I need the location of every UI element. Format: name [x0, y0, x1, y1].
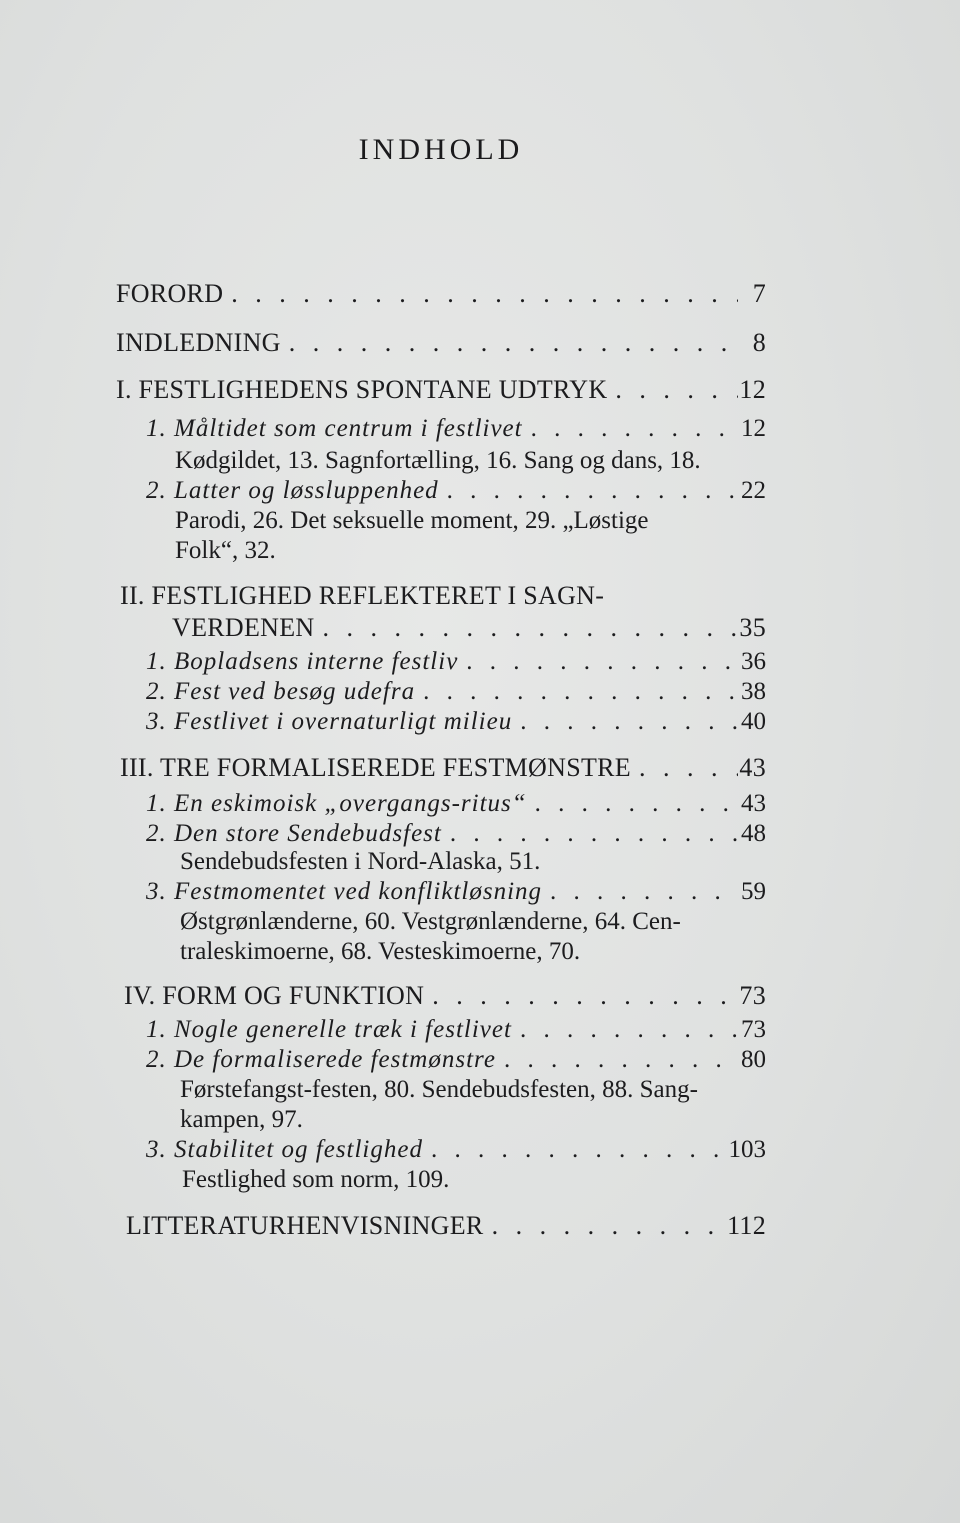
toc-subtopics-3-2: Sendebudsfesten i Nord-Alaska, 51. [180, 848, 541, 875]
toc-label: Fest ved besøg udefra [174, 678, 416, 705]
toc-entry-section-2-line1: II. FESTLIGHED REFLEKTERET I SAGN- [120, 581, 605, 610]
dot-leader [439, 475, 738, 507]
toc-label: III. TRE FORMALISEREDE FESTMØNSTRE [120, 753, 631, 782]
toc-page-number: 43 [741, 790, 766, 817]
dot-leader [512, 1014, 738, 1046]
toc-item-number: 1. [146, 415, 167, 442]
toc-page-number: 80 [741, 1046, 766, 1073]
toc-entry-section-1 [116, 374, 766, 406]
dot-leader [631, 752, 738, 784]
toc-item-number: 2. [146, 820, 167, 847]
toc-entry-1-2 [146, 475, 766, 507]
dot-leader [424, 980, 738, 1012]
toc-label: Latter og løssluppenhed [174, 477, 439, 504]
dot-leader [496, 1044, 738, 1076]
toc-label: I. FESTLIGHEDENS SPONTANE UDTRYK [116, 375, 608, 404]
toc-page-number: 59 [741, 878, 766, 905]
toc-entry-section-3 [120, 752, 766, 784]
toc-page-number: 8 [752, 328, 766, 357]
toc-entry-2-3 [146, 706, 766, 738]
dot-leader [458, 646, 738, 678]
toc-page-number: 7 [752, 279, 766, 308]
toc-label: IV. FORM OG FUNKTION [124, 981, 425, 1010]
toc-page-number: 12 [739, 375, 766, 404]
toc-entry-section-4 [124, 980, 766, 1012]
toc-entry-2-1 [146, 646, 766, 678]
toc-entry-4-1 [146, 1014, 766, 1046]
toc-label: INDLEDNING [116, 328, 281, 357]
toc-entry-litteratur [126, 1210, 766, 1242]
toc-page-number: 103 [728, 1136, 766, 1163]
toc-label: Nogle generelle træk i festlivet [174, 1016, 512, 1043]
dot-leader [315, 612, 739, 644]
toc-page-number: 22 [741, 477, 766, 504]
toc-subtopics-1-2-cont: Folk“, 32. [175, 537, 276, 564]
toc-entry-3-1 [146, 788, 766, 820]
toc-page-number: 36 [741, 648, 766, 675]
toc-page-number: 43 [739, 753, 766, 782]
toc-entry-section-2 [172, 612, 766, 644]
toc-item-number: 3. [146, 1136, 167, 1163]
toc-entry-4-3 [146, 1134, 766, 1166]
toc-entry-3-3 [146, 876, 766, 908]
toc-label: Festmomentet ved konfliktløsning [174, 878, 543, 905]
toc-label: De formaliserede festmønstre [174, 1046, 496, 1073]
toc-item-number: 2. [146, 1046, 167, 1073]
toc-subtopics-4-2-cont: kampen, 97. [180, 1106, 303, 1133]
dot-leader [512, 706, 738, 738]
toc-item-number: 1. [146, 790, 167, 817]
dot-leader [523, 413, 738, 445]
dot-leader [527, 788, 738, 820]
toc-label: Bopladsens interne festliv [174, 648, 459, 675]
toc-entry-indledning [116, 327, 766, 359]
dot-leader [415, 676, 738, 708]
toc-label: Den store Sendebudsfest [174, 820, 442, 847]
toc-page-number: 40 [741, 708, 766, 735]
toc-page-number: 38 [741, 678, 766, 705]
toc-item-number: 3. [146, 878, 167, 905]
toc-item-number: 1. [146, 1016, 167, 1043]
toc-subtopics-4-2: Førstefangst-festen, 80. Sendebudsfesten, 88. Sang- [180, 1076, 698, 1103]
toc-label: Måltidet som centrum i festlivet [174, 415, 523, 442]
toc-page-number: 73 [739, 981, 766, 1010]
toc-subtopics-1-2: Parodi, 26. Det seksuelle moment, 29. „Løstige [175, 507, 649, 534]
page-title: INDHOLD [358, 133, 524, 166]
toc-page-number: 48 [741, 820, 766, 847]
toc-page-number: 73 [741, 1016, 766, 1043]
toc-item-number: 3. [146, 708, 167, 735]
toc-label: Festlivet i overnaturligt milieu [174, 708, 513, 735]
toc-label: En eskimoisk „overgangs-ritus“ [174, 790, 527, 817]
toc-item-number: 2. [146, 477, 167, 504]
toc-subtopics-3-3: Østgrønlænderne, 60. Vestgrønlænderne, 64. Cen- [180, 908, 681, 935]
toc-label: LITTERATURHENVISNINGER [126, 1211, 484, 1240]
toc-entry-forord [116, 278, 766, 310]
toc-label: FORORD [116, 279, 224, 308]
toc-subtopics-3-3-cont: traleskimoerne, 68. Vesteskimoerne, 70. [180, 938, 581, 965]
toc-entry-2-2 [146, 676, 766, 708]
dot-leader [423, 1134, 729, 1166]
toc-item-number: 2. [146, 678, 167, 705]
dot-leader [607, 374, 738, 406]
toc-entry-4-2 [146, 1044, 766, 1076]
dot-leader [223, 278, 738, 310]
toc-item-number: 1. [146, 648, 167, 675]
dot-leader [542, 876, 738, 908]
toc-page-number: 35 [739, 613, 766, 642]
toc-subtopics-1-1: Kødgildet, 13. Sagnfortælling, 16. Sang og dans, 18. [175, 447, 701, 474]
dot-leader [484, 1210, 728, 1242]
toc-subtopics-4-3: Festlighed som norm, 109. [182, 1166, 450, 1193]
dot-leader [281, 327, 738, 359]
toc-page-number: 112 [727, 1211, 766, 1240]
toc-entry-1-1 [146, 413, 766, 445]
toc-label: VERDENEN [172, 613, 315, 642]
toc-page-number: 12 [741, 415, 766, 442]
toc-label: Stabilitet og festlighed [174, 1136, 423, 1163]
